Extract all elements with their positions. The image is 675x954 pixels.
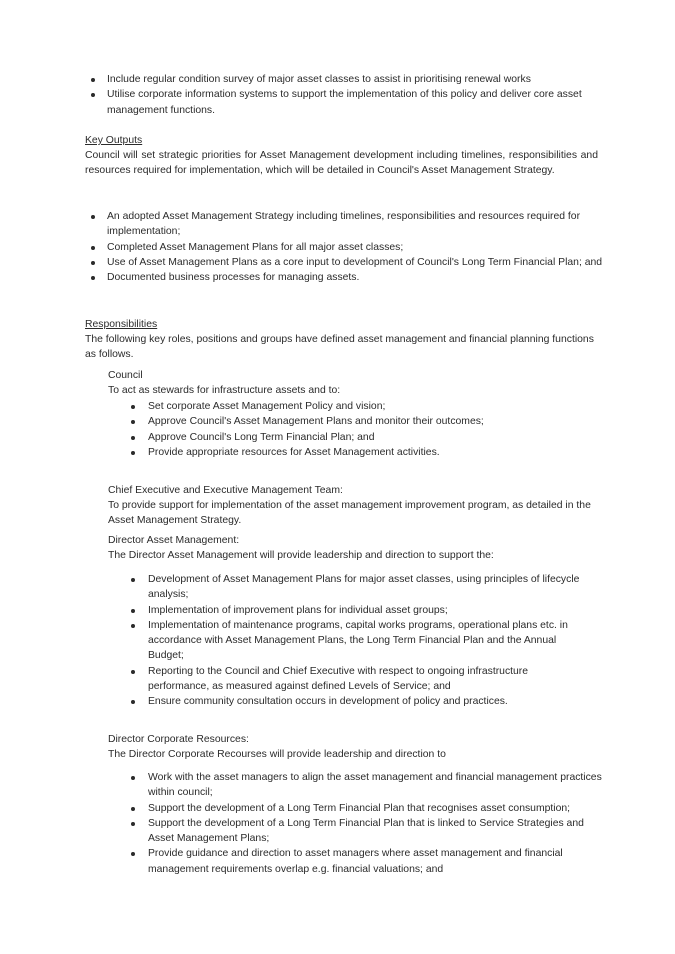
list-item: Include regular condition survey of major asset classes to assist in prioritising renewal works [85, 72, 605, 87]
list-item: Documented business processes for managing assets. [85, 270, 605, 285]
list-item: Ensure community consultation occurs in development of policy and practices. [126, 694, 584, 709]
list-item: An adopted Asset Management Strategy including timelines, responsibilities and resources required for implementation; [85, 209, 605, 240]
list-item: Approve Council's Long Term Financial Plan; and [126, 430, 606, 445]
list-item: Set corporate Asset Management Policy and vision; [126, 399, 606, 414]
list-item: Support the development of a Long Term Financial Plan that is linked to Service Strategies and Asset Management Plans; [126, 816, 608, 847]
ceo-title: Chief Executive and Executive Management Team: [108, 485, 343, 496]
council-list [126, 399, 606, 460]
dam-title: Director Asset Management: [108, 535, 240, 546]
council-title: Council [108, 370, 143, 381]
responsibilities-heading: Responsibilities [85, 319, 158, 330]
list-item: Completed Asset Management Plans for all major asset classes; [85, 240, 605, 255]
list-item: Approve Council's Asset Management Plans and monitor their outcomes; [126, 414, 606, 429]
dam-list [126, 572, 584, 710]
list-item: Development of Asset Management Plans for major asset classes, using principles of lifecycle analysis; [126, 572, 584, 603]
list-item: Reporting to the Council and Chief Executive with respect to ongoing infrastructure performance, as measured against defined Levels of Service; and [126, 664, 584, 695]
ceo-text: To provide support for implementation of the asset management improvement program, as detailed in the Asset Management Strategy. [108, 500, 591, 527]
list-item: Implementation of improvement plans for individual asset groups; [126, 603, 584, 618]
dcr-title: Director Corporate Resources: [108, 734, 249, 745]
list-item: Use of Asset Management Plans as a core input to development of Council's Long Term Financial Plan; and [85, 255, 605, 270]
list-item: Provide guidance and direction to asset managers where asset management and financial management requirements overlap e.g. financial valuations; and [126, 846, 608, 877]
list-item: Work with the asset managers to align the asset management and financial management practices within council; [126, 770, 608, 801]
key-outputs-list [85, 209, 605, 285]
dam-lead: The Director Asset Management will provide leadership and direction to support the: [108, 550, 494, 561]
responsibilities-intro: The following key roles, positions and groups have defined asset management and financial planning functions as follows. [85, 334, 594, 361]
dcr-lead: The Director Corporate Recourses will provide leadership and direction to [108, 749, 446, 760]
list-item: Support the development of a Long Term Financial Plan that recognises asset consumption; [126, 801, 608, 816]
council-lead: To act as stewards for infrastructure assets and to: [108, 385, 341, 396]
dcr-list [126, 770, 608, 877]
key-outputs-heading: Key Outputs [85, 135, 143, 146]
list-item: Implementation of maintenance programs, capital works programs, operational plans etc. in accordance with Asset Management Plans, the Long Term Financial Plan and the Annual Budget; [126, 618, 584, 664]
list-item: Utilise corporate information systems to support the implementation of this policy and deliver core asset management functions. [85, 87, 605, 118]
key-outputs-intro: Council will set strategic priorities for Asset Management development including timelines, responsibilities and resources required for implementation, which will be detailed in Council's Asset Management Strategy. [85, 150, 598, 177]
list-item: Provide appropriate resources for Asset Management activities. [126, 445, 606, 460]
top-bullet-list [85, 72, 605, 118]
